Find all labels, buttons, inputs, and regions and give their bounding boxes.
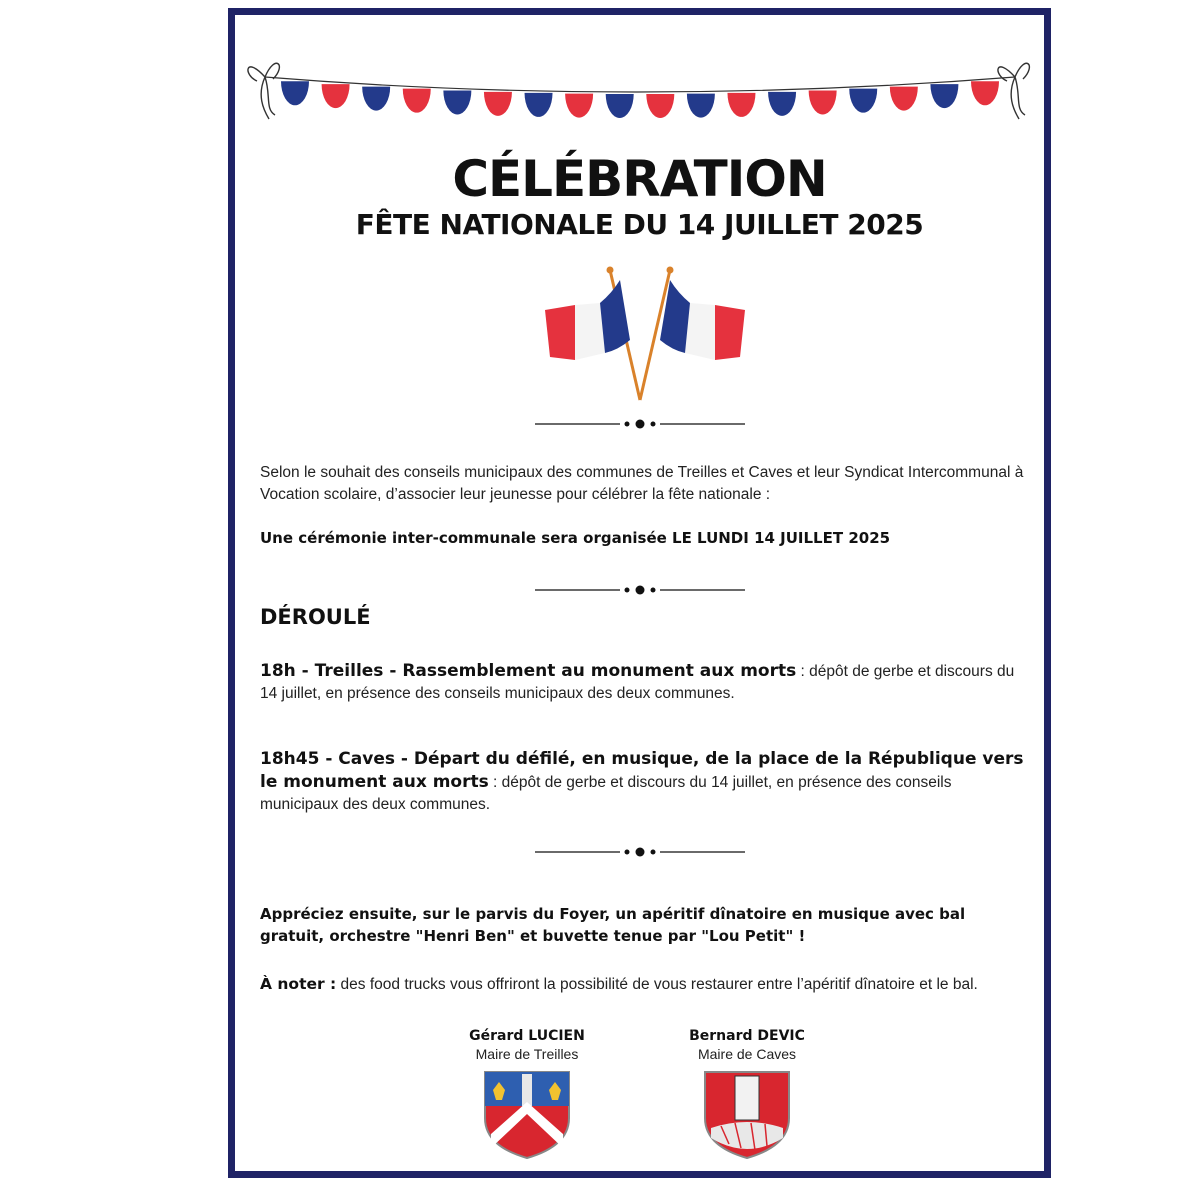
intro-paragraph: Selon le souhait des conseils municipaux des communes de Treilles et Caves et leur Syndicat Intercommunal à Vocation scolaire, d’associer leur jeunesse pour célébrer la fête nationale : bbox=[260, 464, 1024, 503]
bunting-pennant bbox=[362, 87, 390, 111]
bunting-pennant bbox=[809, 90, 837, 114]
bunting-garland-icon bbox=[235, 45, 1044, 145]
bunting-pennant bbox=[525, 93, 553, 117]
event-item bbox=[260, 660, 1030, 705]
signature-caves bbox=[667, 1028, 827, 1160]
bunting-pennant bbox=[606, 94, 634, 118]
event-item bbox=[260, 748, 1030, 816]
signature-treilles bbox=[447, 1028, 607, 1160]
bunting-pennant bbox=[565, 94, 593, 118]
poster-frame bbox=[228, 8, 1051, 1178]
bunting-pennant bbox=[646, 94, 674, 118]
ornament-divider-icon bbox=[535, 845, 745, 859]
signatory-role: Maire de Caves bbox=[697, 1046, 797, 1062]
bunting-pennant bbox=[484, 92, 512, 116]
section-title: DÉROULÉ bbox=[260, 605, 371, 629]
page-title: CÉLÉBRATION bbox=[452, 150, 827, 208]
event-detail: : dépôt de gerbe et discours du 14 juillet, en présence des conseils municipaux des deux communes. bbox=[260, 774, 952, 813]
bunting-pennant bbox=[849, 89, 877, 113]
treilles-coat-of-arms-icon bbox=[481, 1068, 573, 1160]
note-text: des food trucks vous offriront la possibilité de vous restaurer entre l’apéritif dînatoire et le bal. bbox=[336, 976, 978, 993]
page-subtitle: FÊTE NATIONALE DU 14 JUILLET 2025 bbox=[355, 208, 924, 241]
crossed-french-flags-icon bbox=[540, 265, 750, 410]
ceremony-announcement: Une cérémonie inter-communale sera organisée LE LUNDI 14 JUILLET 2025 bbox=[260, 529, 891, 547]
ornament-divider-icon bbox=[535, 417, 745, 431]
note-paragraph bbox=[260, 973, 1030, 996]
caves-coat-of-arms-icon bbox=[701, 1068, 793, 1160]
apero-paragraph: Appréciez ensuite, sur le parvis du Foyer, un apéritif dînatoire en musique avec bal gratuit, orchestre "Henri Ben" et buvette tenue par "Lou Petit" ! bbox=[260, 905, 966, 945]
event-lead: 18h - Treilles - Rassemblement au monument aux morts bbox=[260, 661, 797, 681]
bunting-pennant bbox=[403, 89, 431, 113]
bunting-pennant bbox=[727, 93, 755, 117]
bunting-pennant bbox=[281, 81, 309, 105]
bunting-pennant bbox=[443, 90, 471, 114]
event-lead: 18h45 - Caves - Départ du défilé, en musique, de la place de la République vers le monument aux morts bbox=[260, 749, 1024, 792]
bunting-pennant bbox=[971, 81, 999, 105]
event-detail: : dépôt de gerbe et discours du 14 juillet, en présence des conseils municipaux des deux communes. bbox=[260, 663, 1015, 702]
ornament-divider-icon bbox=[535, 583, 745, 597]
bunting-pennant bbox=[890, 87, 918, 111]
signatory-role: Maire de Treilles bbox=[475, 1046, 579, 1062]
signatory-name: Bernard DEVIC bbox=[689, 1028, 805, 1044]
bunting-pennant bbox=[687, 94, 715, 118]
note-label: À noter : bbox=[260, 975, 337, 993]
bunting-pennant bbox=[322, 84, 350, 108]
signatory-name: Gérard LUCIEN bbox=[469, 1028, 585, 1044]
bunting-pennant bbox=[930, 84, 958, 108]
bunting-pennant bbox=[768, 92, 796, 116]
